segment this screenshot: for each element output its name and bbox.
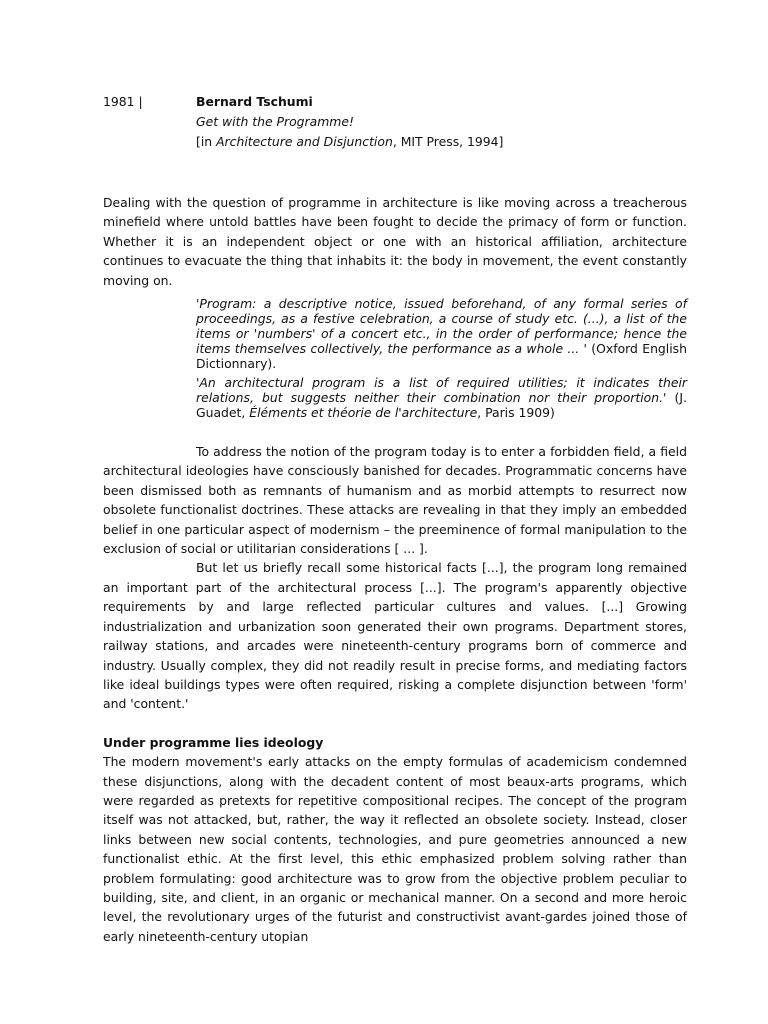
source-suffix: , MIT Press, 1994] <box>392 134 504 149</box>
essay-title: Get with the Programme! <box>196 114 354 129</box>
quote-guadet-text: 'An architectural program is a list of required utilities; it indicates their relations, but suggests neither their combination nor their proportion.' <box>196 375 687 406</box>
source-prefix: [in <box>196 134 217 149</box>
document-header <box>103 92 687 152</box>
quote-oxford <box>196 296 687 371</box>
quote-guadet-source-prefix: (J. Guadet, <box>196 390 687 421</box>
header-details <box>196 92 687 152</box>
quote-guadet-source-book: Éléments et théorie de l'architecture <box>249 405 478 421</box>
body-paragraph-1: To address the notion of the program today is to enter a forbidden field, a field architectural ideologies have consciously banished for decades. Programmatic concerns have been dismissed both as remnants of humanism and as morbid attempts to resurrect now obsolete functionalist doctrines. These attacks are revealing in that they imply an embedded belief in one particular aspect of modernism – the preeminence of formal manipulation to the exclusion of social or utilitarian considerations [ ... ]. <box>103 444 687 557</box>
intro-paragraph: Dealing with the question of programme in architecture is like moving across a treacherous minefield where untold battles have been fought to decide the primacy of form or function. Whether it is an independent object or one with an historical affiliation, architecture continues to evacuate the thing that inhabits it: the body in movement, the event constantly moving on. <box>103 195 687 288</box>
body-paragraph-2: But let us briefly recall some historical facts [...], the program long remained an important part of the architectural process [...]. The program's apparently objective requirements by and large reflected particular cultures and values. [...] Growing industrialization and urbanization soon generated their own programs. Department stores, railway stations, and arcades were nineteenth-century programs born of commerce and industry. Usually complex, they did not readily result in precise forms, and mediating factors like ideal buildings types were often required, risking a complete disjunction between 'form' and 'content.' <box>103 560 687 712</box>
source-book-title: Architecture and Disjunction <box>216 134 393 149</box>
document-page <box>103 92 687 946</box>
source-citation <box>196 132 687 152</box>
quote-guadet-source-suffix: , Paris 1909) <box>477 405 555 421</box>
section-paragraph: The modern movement's early attacks on the empty formulas of academicism condemned these disjunctions, along with the decadent content of most beaux-arts programs, which were regarded as pretexts for repetitive compositional recipes. The concept of the program itself was not attacked, but, rather, the way it reflected an obsolete society. Instead, closer links between new social contents, technologies, and pure geometries announced a new functionalist ethic. At the first level, this ethic emphasized problem solving rather than problem formulating: good architecture was to grow from the objective problem peculiar to building, site, and client, in an organic or mechanical manner. On a second and more heroic level, the revolutionary urges of the futurist and constructivist avant-gardes joined those of early nineteenth-century utopian <box>103 754 687 944</box>
author-name: Bernard Tschumi <box>196 94 313 109</box>
epigraph-quotes <box>196 296 687 420</box>
publication-year: 1981 | <box>103 94 143 109</box>
quote-oxford-source: (Oxford English Dictionnary). <box>196 341 687 372</box>
section-heading: Under programme lies ideology <box>103 734 324 750</box>
quote-guadet <box>196 375 687 420</box>
body-text <box>103 442 687 714</box>
quote-oxford-text: 'Program: a descriptive notice, issued beforehand, of any formal series of proceedings, as a festive celebration, a course of study etc. (...), a list of the items or 'numbers' of a concert etc., in the order of performance; hence the items themselves collectively, the performance as a whole ... ' <box>196 296 687 357</box>
